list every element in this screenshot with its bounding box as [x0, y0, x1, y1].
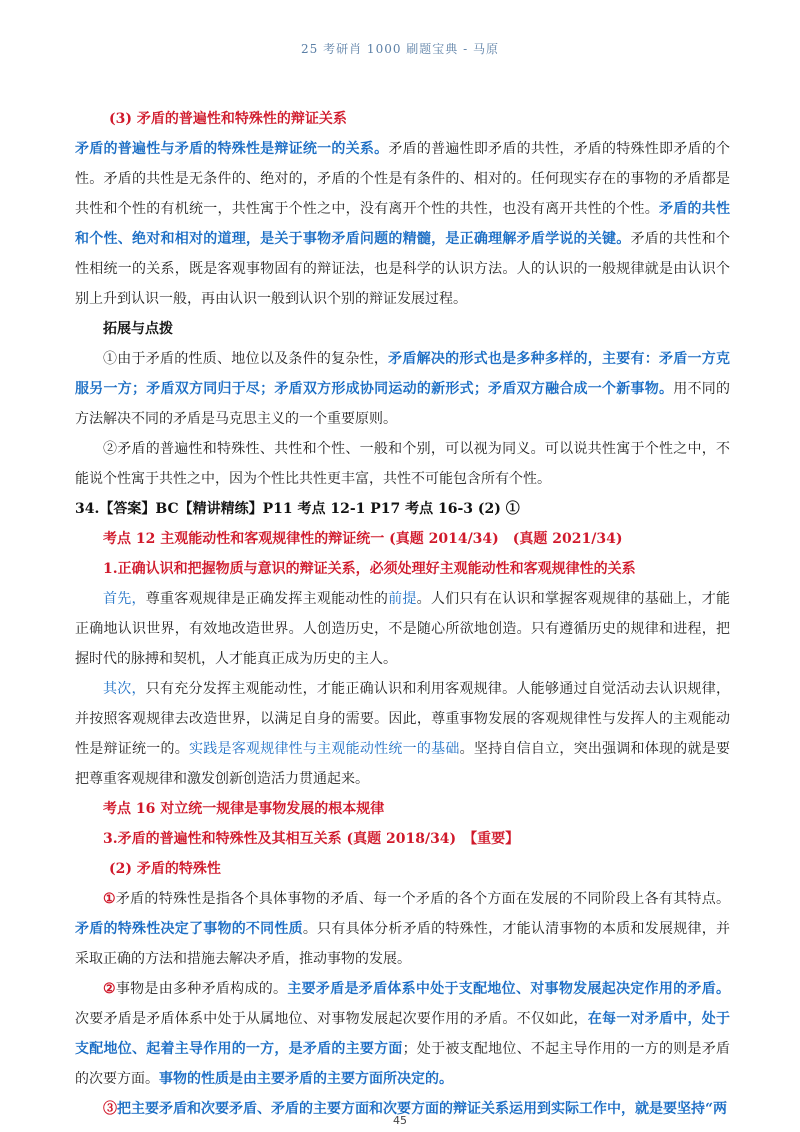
paragraph-universality-particularity: 矛盾的普遍性与矛盾的特殊性是辩证统一的关系。矛盾的普遍性即矛盾的共性，矛盾的特殊性即矛盾的个性。矛盾的共性是无条件的、绝对的，矛盾的个性是有条件的、相对的。任何现实存在的事物的矛盾都是共性和个性的有机统一，共性寓于个性之中，没有离开个性的共性，也没有离开共性的个性。矛盾的共性和个性、绝对和相对的道理，是关于事物矛盾问题的精髓，是正确理解矛盾学说的关键。矛盾的共性和个性相统一的关系，既是客观事物固有的辩证法，也是科学的认识方法。人的认识的一般规律就是由认识个别上升到认识一般，再由认识一般到认识个别的辩证发展过程。 — [75, 141, 731, 307]
kaodian-16-paragraph-3: ③把主要矛盾和次要矛盾、矛盾的主要方面和次要方面的辩证关系运用到实际工作中，就是要坚持“两 — [103, 1101, 728, 1117]
kaodian-12-heading: 考点 12 主观能动性和客观规律性的辩证统一 (真题 2014/34) (真题 2021/34) — [103, 531, 623, 547]
kaodian-16-paragraph-1: ①矛盾的特殊性是指各个具体事物的矛盾、每一个矛盾的各个方面在发展的不同阶段上各有其特点。矛盾的特殊性决定了事物的不同性质。只有具体分析矛盾的特殊性，才能认清事物的本质和发展规律，并采取正确的方法和措施去解决矛盾，推动事物的发展。 — [75, 891, 731, 967]
answer-line: 34.【答案】BC【精讲精练】P11 考点 12-1 P17 考点 16-3 (2) ① — [75, 501, 520, 517]
kaodian-16-paragraph-2: ②事物是由多种矛盾构成的。主要矛盾是矛盾体系中处于支配地位、对事物发展起决定作用的矛盾。次要矛盾是矛盾体系中处于从属地位、对事物发展起次要作用的矛盾。不仅如此，在每一对矛盾中，处于支配地位、起着主导作用的一方，是矛盾的主要方面；处于被支配地位、不起主导作用的一方的则是矛盾的次要方面。事物的性质是由主要矛盾的主要方面所决定的。 — [75, 981, 731, 1087]
page-number: 45 — [393, 1114, 407, 1127]
kaodian-12-subheading: 1.正确认识和把握物质与意识的辩证关系，必须处理好主观能动性和客观规律性的关系 — [103, 561, 636, 577]
extension-paragraph-1: ①由于矛盾的性质、地位以及条件的复杂性，矛盾解决的形式也是多种多样的，主要有：矛盾一方克服另一方；矛盾双方同归于尽；矛盾双方形成协同运动的新形式；矛盾双方融合成一个新事物。用不同的方法解决不同的矛盾是马克思主义的一个重要原则。 — [75, 351, 731, 427]
page-content — [75, 104, 730, 1124]
extension-title: 拓展与点拨 — [103, 321, 173, 337]
kaodian-12-paragraph-1: 首先，尊重客观规律是正确发挥主观能动性的前提。人们只有在认识和掌握客观规律的基础上，才能正确地认识世界，有效地改造世界。人创造历史，不是随心所欲地创造。只有遵循历史的规律和进程，把握时代的脉搏和契机，人才能真正成为历史的主人。 — [75, 591, 731, 667]
page-header: 25 考研肖 1000 刷题宝典 - 马原 — [301, 42, 499, 56]
kaodian-16-heading: 考点 16 对立统一规律是事物发展的根本规律 — [103, 801, 385, 817]
section-heading-dialectical-relation: (3) 矛盾的普遍性和特殊性的辩证关系 — [109, 111, 347, 127]
kaodian-16-subheading: 3.矛盾的普遍性和特殊性及其相互关系 (真题 2018/34) 【重要】 — [103, 831, 520, 847]
extension-paragraph-2: ②矛盾的普遍性和特殊性、共性和个性、一般和个别，可以视为同义。可以说共性寓于个性之中，不能说个性寓于共性之中，因为个性比共性更丰富，共性不可能包含所有个性。 — [75, 441, 730, 487]
kaodian-16-subheading-2: (2) 矛盾的特殊性 — [109, 861, 221, 877]
kaodian-12-paragraph-2: 其次，只有充分发挥主观能动性，才能正确认识和利用客观规律。人能够通过自觉活动去认识规律，并按照客观规律去改造世界，以满足自身的需要。因此，尊重事物发展的客观规律性与发挥人的主观能动性是辩证统一的。实践是客观规律性与主观能动性统一的基础。坚持自信自立，突出强调和体现的就是要把尊重客观规律和激发创新创造活力贯通起来。 — [75, 681, 731, 787]
